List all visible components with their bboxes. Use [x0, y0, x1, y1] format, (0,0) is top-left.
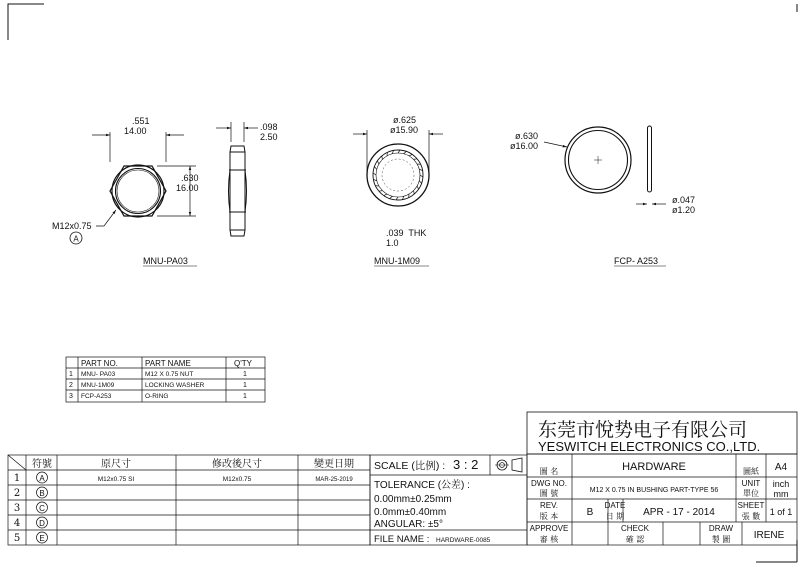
washer-tooth	[420, 175, 423, 177]
nut-thickness-mm: 2.50	[260, 132, 278, 142]
oring-part-label: FCP- A253	[614, 256, 659, 266]
revision-row-modified: M12x0.75	[222, 476, 252, 483]
parts-row-partno: MNU-1M09	[81, 382, 115, 389]
parts-header-partno: PART NO.	[81, 359, 118, 368]
rev-label-cn: 版 本	[539, 512, 559, 521]
nut-width-mm: 14.00	[124, 126, 147, 136]
nut-thread-label: M12x0.75	[52, 221, 92, 231]
nut-side-view	[229, 146, 247, 236]
nut-height-mm: 16.00	[176, 183, 199, 193]
washer-tooth	[419, 181, 421, 184]
washer-tooth	[417, 186, 419, 189]
washer-part-label: MNU-1M09	[374, 256, 421, 266]
draw-label-cn: 製 圖	[711, 535, 731, 544]
washer-tooth	[398, 150, 400, 153]
washer-tooth	[373, 173, 376, 175]
nut-height-inch: .630	[181, 173, 199, 183]
parts-row-qty: 1	[243, 393, 247, 400]
oring-dia-mm: ø16.00	[510, 141, 539, 151]
washer-tooth	[409, 154, 412, 156]
washer-thk-mm: 1.0	[386, 238, 399, 248]
revision-row	[14, 487, 48, 499]
date-value: APR - 17 - 2014	[643, 507, 715, 518]
unit-value-inch: inch	[772, 479, 790, 489]
revision-table	[8, 455, 370, 545]
file-name-value: HARDWARE-0085	[436, 537, 491, 544]
nut-dimensions	[92, 122, 258, 226]
revision-row-date: MAR-25-2019	[315, 477, 353, 483]
paper-label: 圖紙	[743, 467, 759, 476]
approve-label: APPROVE	[529, 524, 569, 533]
company-header	[527, 412, 797, 454]
tolerance-angular: ANGULAR: ±5°	[374, 519, 443, 530]
dwg-label: DWG NO.	[531, 479, 567, 488]
name-label: 圖 名	[539, 467, 559, 476]
washer-thk-inch: .039 THK	[386, 228, 427, 238]
revision-row-mark: C	[39, 504, 45, 513]
file-name-label: FILE NAME :	[374, 534, 430, 545]
revision-row	[14, 532, 48, 544]
sheet-value: 1 of 1	[769, 507, 793, 517]
parts-row-name: O-RING	[145, 393, 169, 400]
nut-front-view	[110, 165, 166, 217]
revision-header-modified: 修改後尺寸	[212, 459, 262, 470]
projection-symbol-icon	[495, 458, 522, 472]
revision-row-mark: B	[39, 489, 45, 498]
parts-row-qty: 1	[243, 371, 247, 378]
revision-header-original: 原尺寸	[101, 459, 131, 470]
washer-tooth	[374, 167, 376, 170]
date-label-cn: 日 期	[605, 512, 625, 521]
parts-row-partno: FCP-A253	[81, 393, 112, 400]
revision-row	[14, 502, 48, 514]
revision-row-number: 4	[13, 518, 21, 529]
draw-label: DRAW	[708, 524, 734, 533]
parts-row-qty: 1	[243, 382, 247, 389]
check-label: CHECK	[620, 524, 650, 533]
company-name-cn: 东莞市悅势电子有限公司	[538, 419, 748, 441]
nut-part-label: MNU-PA03	[143, 256, 188, 266]
revision-row	[14, 472, 354, 484]
parts-table	[66, 357, 265, 402]
scale-value: 3 : 2	[453, 457, 479, 472]
tolerance-linear-1: 0.00mm±0.25mm	[374, 494, 452, 505]
revision-row-mark: A	[39, 474, 45, 483]
parts-row-num: 3	[69, 393, 73, 400]
parts-row-partno: MNU- PA03	[81, 371, 116, 378]
parts-row-num: 2	[69, 382, 73, 389]
scale-tolerance-block	[370, 455, 527, 545]
washer-tooth	[414, 191, 415, 194]
oring-side-view	[648, 126, 652, 192]
revision-row-number: 3	[13, 503, 21, 514]
revision-callout-a	[70, 232, 82, 244]
revision-header-mark: 符號	[32, 459, 52, 470]
revision-row	[14, 517, 48, 529]
rev-value: B	[586, 507, 594, 518]
title-block	[527, 454, 797, 545]
name-value: HARDWARE	[622, 461, 686, 473]
revision-header-date: 變更日期	[314, 459, 354, 470]
unit-value-mm: mm	[773, 489, 789, 499]
washer-tooth	[377, 161, 379, 164]
parts-header-qty: Q'TY	[234, 359, 252, 368]
paper-value: A4	[774, 462, 788, 473]
rev-label: REV.	[540, 501, 558, 510]
revision-row-number: 5	[13, 533, 21, 544]
nut-width-inch: .551	[132, 116, 150, 126]
revision-row-number: 2	[13, 488, 21, 499]
washer-dia-inch: ø.625	[393, 115, 417, 125]
washer-tooth	[404, 151, 407, 153]
parts-row-num: 1	[69, 371, 73, 378]
approve-label-cn: 審 核	[539, 535, 559, 544]
parts-row-name: M12 X 0.75 NUT	[145, 371, 194, 378]
oring-cs-inch: ø.047	[672, 195, 696, 205]
washer-tooth	[379, 191, 382, 192]
washer-dia-mm: ø15.90	[390, 125, 419, 135]
oring-dia-inch: ø.630	[515, 131, 539, 141]
washer-tooth	[382, 156, 383, 159]
revision-row-mark: E	[39, 534, 45, 543]
unit-label: UNIT	[741, 479, 761, 488]
oring-cs-mm: ø1.20	[672, 205, 696, 215]
draw-value: IRENE	[753, 530, 785, 541]
washer-tooth	[390, 196, 393, 198]
parts-header-name: PART NAME	[145, 359, 191, 368]
check-label-cn: 確 認	[625, 535, 645, 544]
washer-tooth	[396, 197, 398, 200]
washer-tooth	[384, 194, 387, 196]
sheet-label-cn: 張 數	[741, 512, 761, 521]
callout-letter: A	[73, 234, 79, 244]
revision-row-number: 1	[13, 473, 21, 484]
tolerance-label: TOLERANCE (公差) :	[374, 480, 470, 491]
parts-row-name: LOCKING WASHER	[145, 382, 205, 389]
scale-label: SCALE (比例) :	[374, 460, 446, 472]
tolerance-linear-2: 0.0mm±0.40mm	[374, 507, 447, 518]
revision-row-original: M12x0.75 SI	[97, 476, 135, 483]
revision-row-mark: D	[39, 519, 45, 528]
sheet-label: SHEET	[737, 501, 765, 510]
company-name-en: YESWITCH ELECTRONICS CO.,LTD.	[538, 439, 761, 454]
unit-label-cn: 單位	[743, 489, 759, 498]
oring-front-view	[565, 127, 631, 193]
washer-front-view	[367, 144, 429, 206]
dwg-label-cn: 圖 號	[539, 489, 559, 498]
washer-tooth	[414, 159, 417, 160]
nut-thickness-inch: .098	[260, 122, 278, 132]
dwg-value: M12 X 0.75 IN BUSHING PART-TYPE 56	[589, 487, 719, 494]
date-label: DATE	[604, 501, 626, 510]
